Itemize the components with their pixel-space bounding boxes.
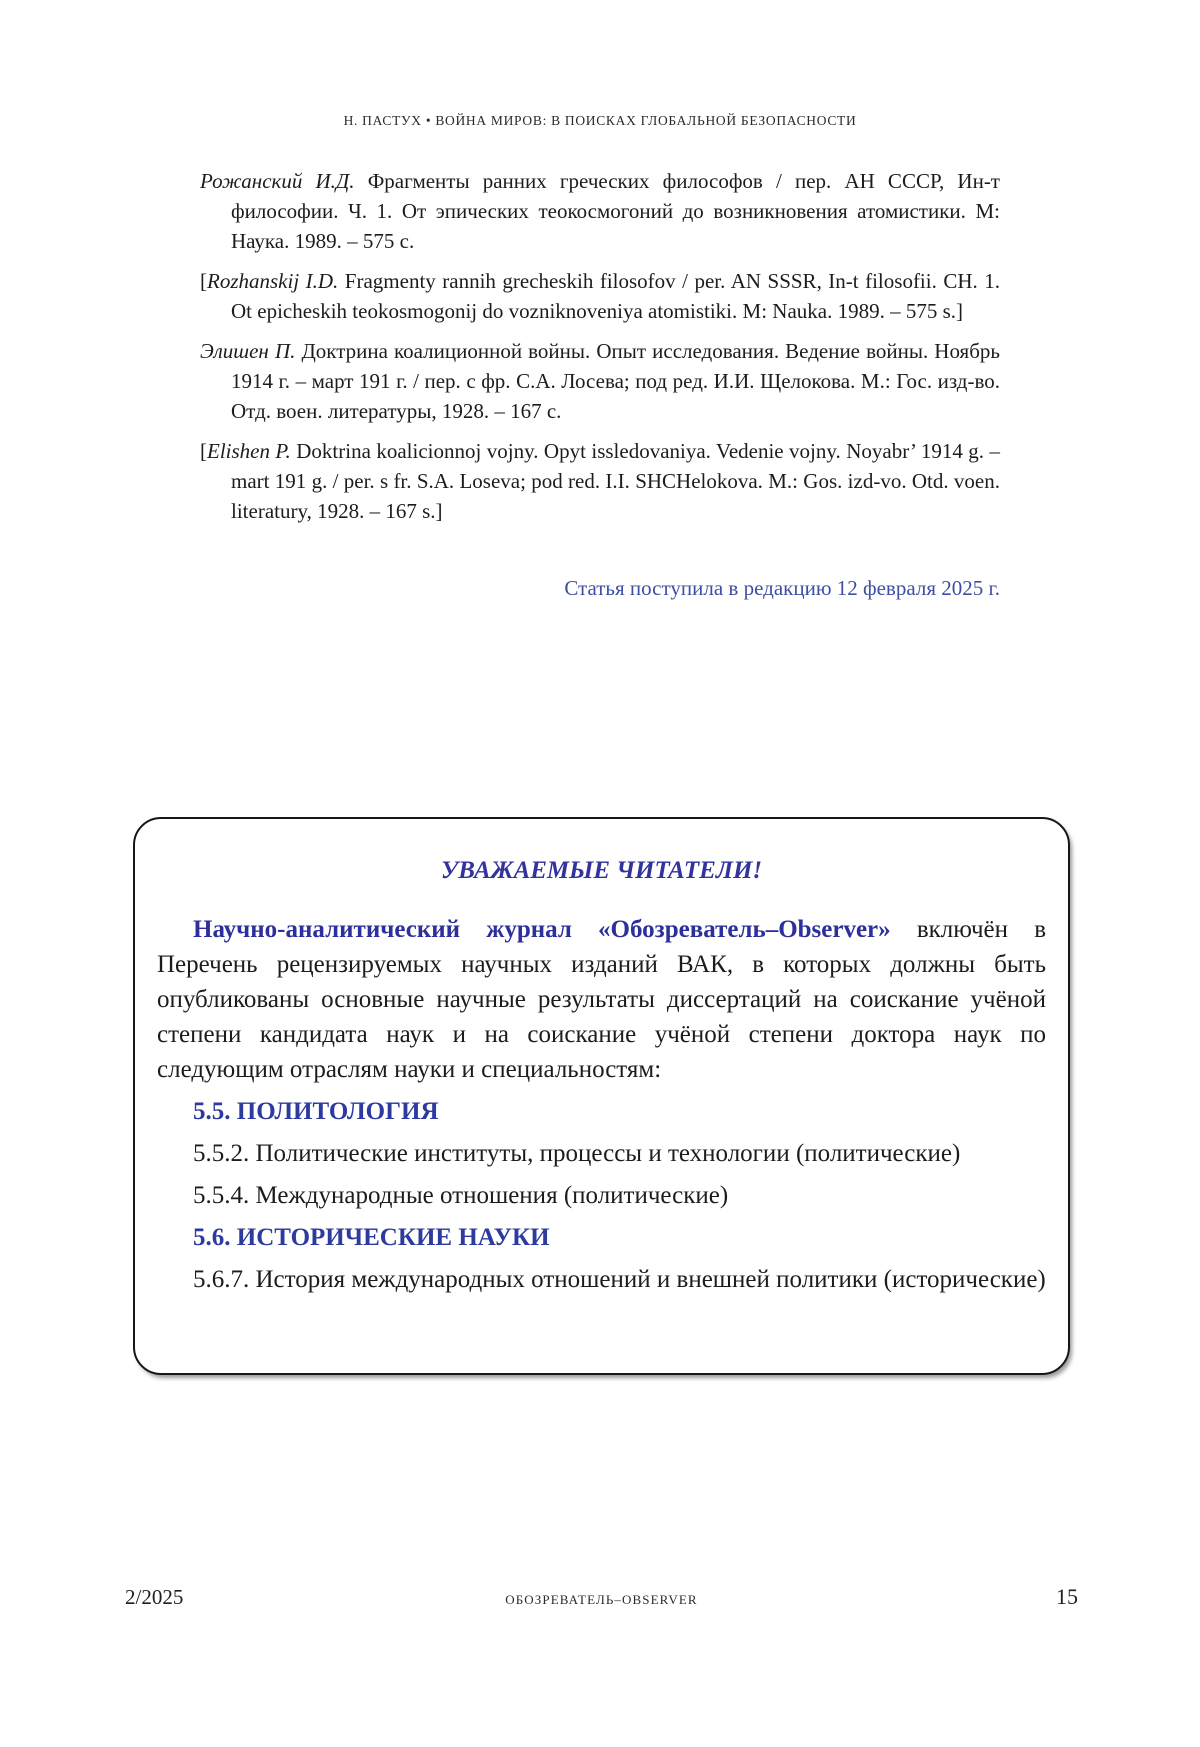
running-head: Н. ПАСТУХ • ВОЙНА МИРОВ: В ПОИСКАХ ГЛОБАЛЬНОЙ БЕЗОПАСНОСТИ xyxy=(343,113,857,128)
bibliography-entry xyxy=(200,336,1000,426)
footer-journal-name: ОБОЗРЕВАТЕЛЬ–OBSERVER xyxy=(505,1592,698,1607)
notice-item-5-6-7: 5.6.7. История международных отношений и внешней политики (исторические) xyxy=(193,1266,1046,1293)
notice-title: УВАЖАЕМЫЕ ЧИТАТЕЛИ! xyxy=(440,857,763,884)
notice-paragraph-text: включён в Перечень рецензируемых научных изданий ВАК, в которых должны быть опубликованы основные научные результаты диссертаций на соискание учёной степени кандидата наук и на соискание учёной степени доктора наук по следующим отраслям науки и специальностям: xyxy=(157,916,1046,1083)
bib-entry-text: Фрагменты ранних греческих философов / пер. АН СССР, Ин-т философии. Ч. 1. От эпических теокосмогоний до возникновения атомистики. М: Наука. 1989. – 575 с. xyxy=(231,169,1000,253)
bib-entry-author: Rozhanskij I.D. xyxy=(207,269,339,293)
notice-section-politology: 5.5. ПОЛИТОЛОГИЯ xyxy=(193,1098,439,1125)
bib-entry-prefix: [ xyxy=(200,269,207,293)
notice-item-5-5-2: 5.5.2. Политические институты, процессы и технологии (политические) xyxy=(193,1140,961,1167)
notice-item-5-5-4: 5.5.4. Международные отношения (политические) xyxy=(193,1182,729,1209)
bibliography-entry xyxy=(200,436,1000,526)
notice-paragraph xyxy=(157,912,1046,1087)
footer-page-number: 15 xyxy=(1056,1584,1078,1609)
bib-entry-text: Doktrina koalicionnoj vojny. Opyt issledovaniya. Vedenie vojny. Noyabr’ 1914 g. – mart 191 g. / per. s fr. S.A. Loseva; pod red. I.I. SHCHelokova. M.: Gos. izd-vo. Otd. voen. literatury, 1928. – 167 s.] xyxy=(231,439,1000,523)
received-date: Статья поступила в редакцию 12 февраля 2025 г. xyxy=(564,576,1000,600)
journal-name-bold: Научно-аналитический журнал «Обозреватель–Observer» xyxy=(193,916,891,943)
bib-entry-author: Рожанский И.Д. xyxy=(200,169,355,193)
bib-entry-prefix: [ xyxy=(200,439,207,463)
bib-entry-text: Fragmenty rannih grecheskih filosofov / per. AN SSSR, In-t filosofii. CH. 1. Ot epicheskih teokosmogonij do vozniknoveniya atomistiki. M: Nauka. 1989. – 575 s.] xyxy=(231,269,1000,323)
notice-box xyxy=(133,817,1070,1375)
notice-section-history: 5.6. ИСТОРИЧЕСКИЕ НАУКИ xyxy=(193,1224,550,1251)
page-footer xyxy=(125,1584,1078,1610)
footer-issue: 2/2025 xyxy=(125,1585,184,1609)
bibliography-list xyxy=(200,166,1000,536)
bib-entry-author: Elishen P. xyxy=(207,439,291,463)
bibliography-entry xyxy=(200,166,1000,256)
bibliography-entry xyxy=(200,266,1000,326)
bib-entry-text: Доктрина коалиционной войны. Опыт исследования. Ведение войны. Ноябрь 1914 г. – март 191 г. / пер. с фр. С.А. Лосева; под ред. И.И. Щелокова. М.: Гос. изд-во. Отд. воен. литературы, 1928. – 167 с. xyxy=(231,339,1000,423)
bib-entry-author: Элишен П. xyxy=(200,339,296,363)
